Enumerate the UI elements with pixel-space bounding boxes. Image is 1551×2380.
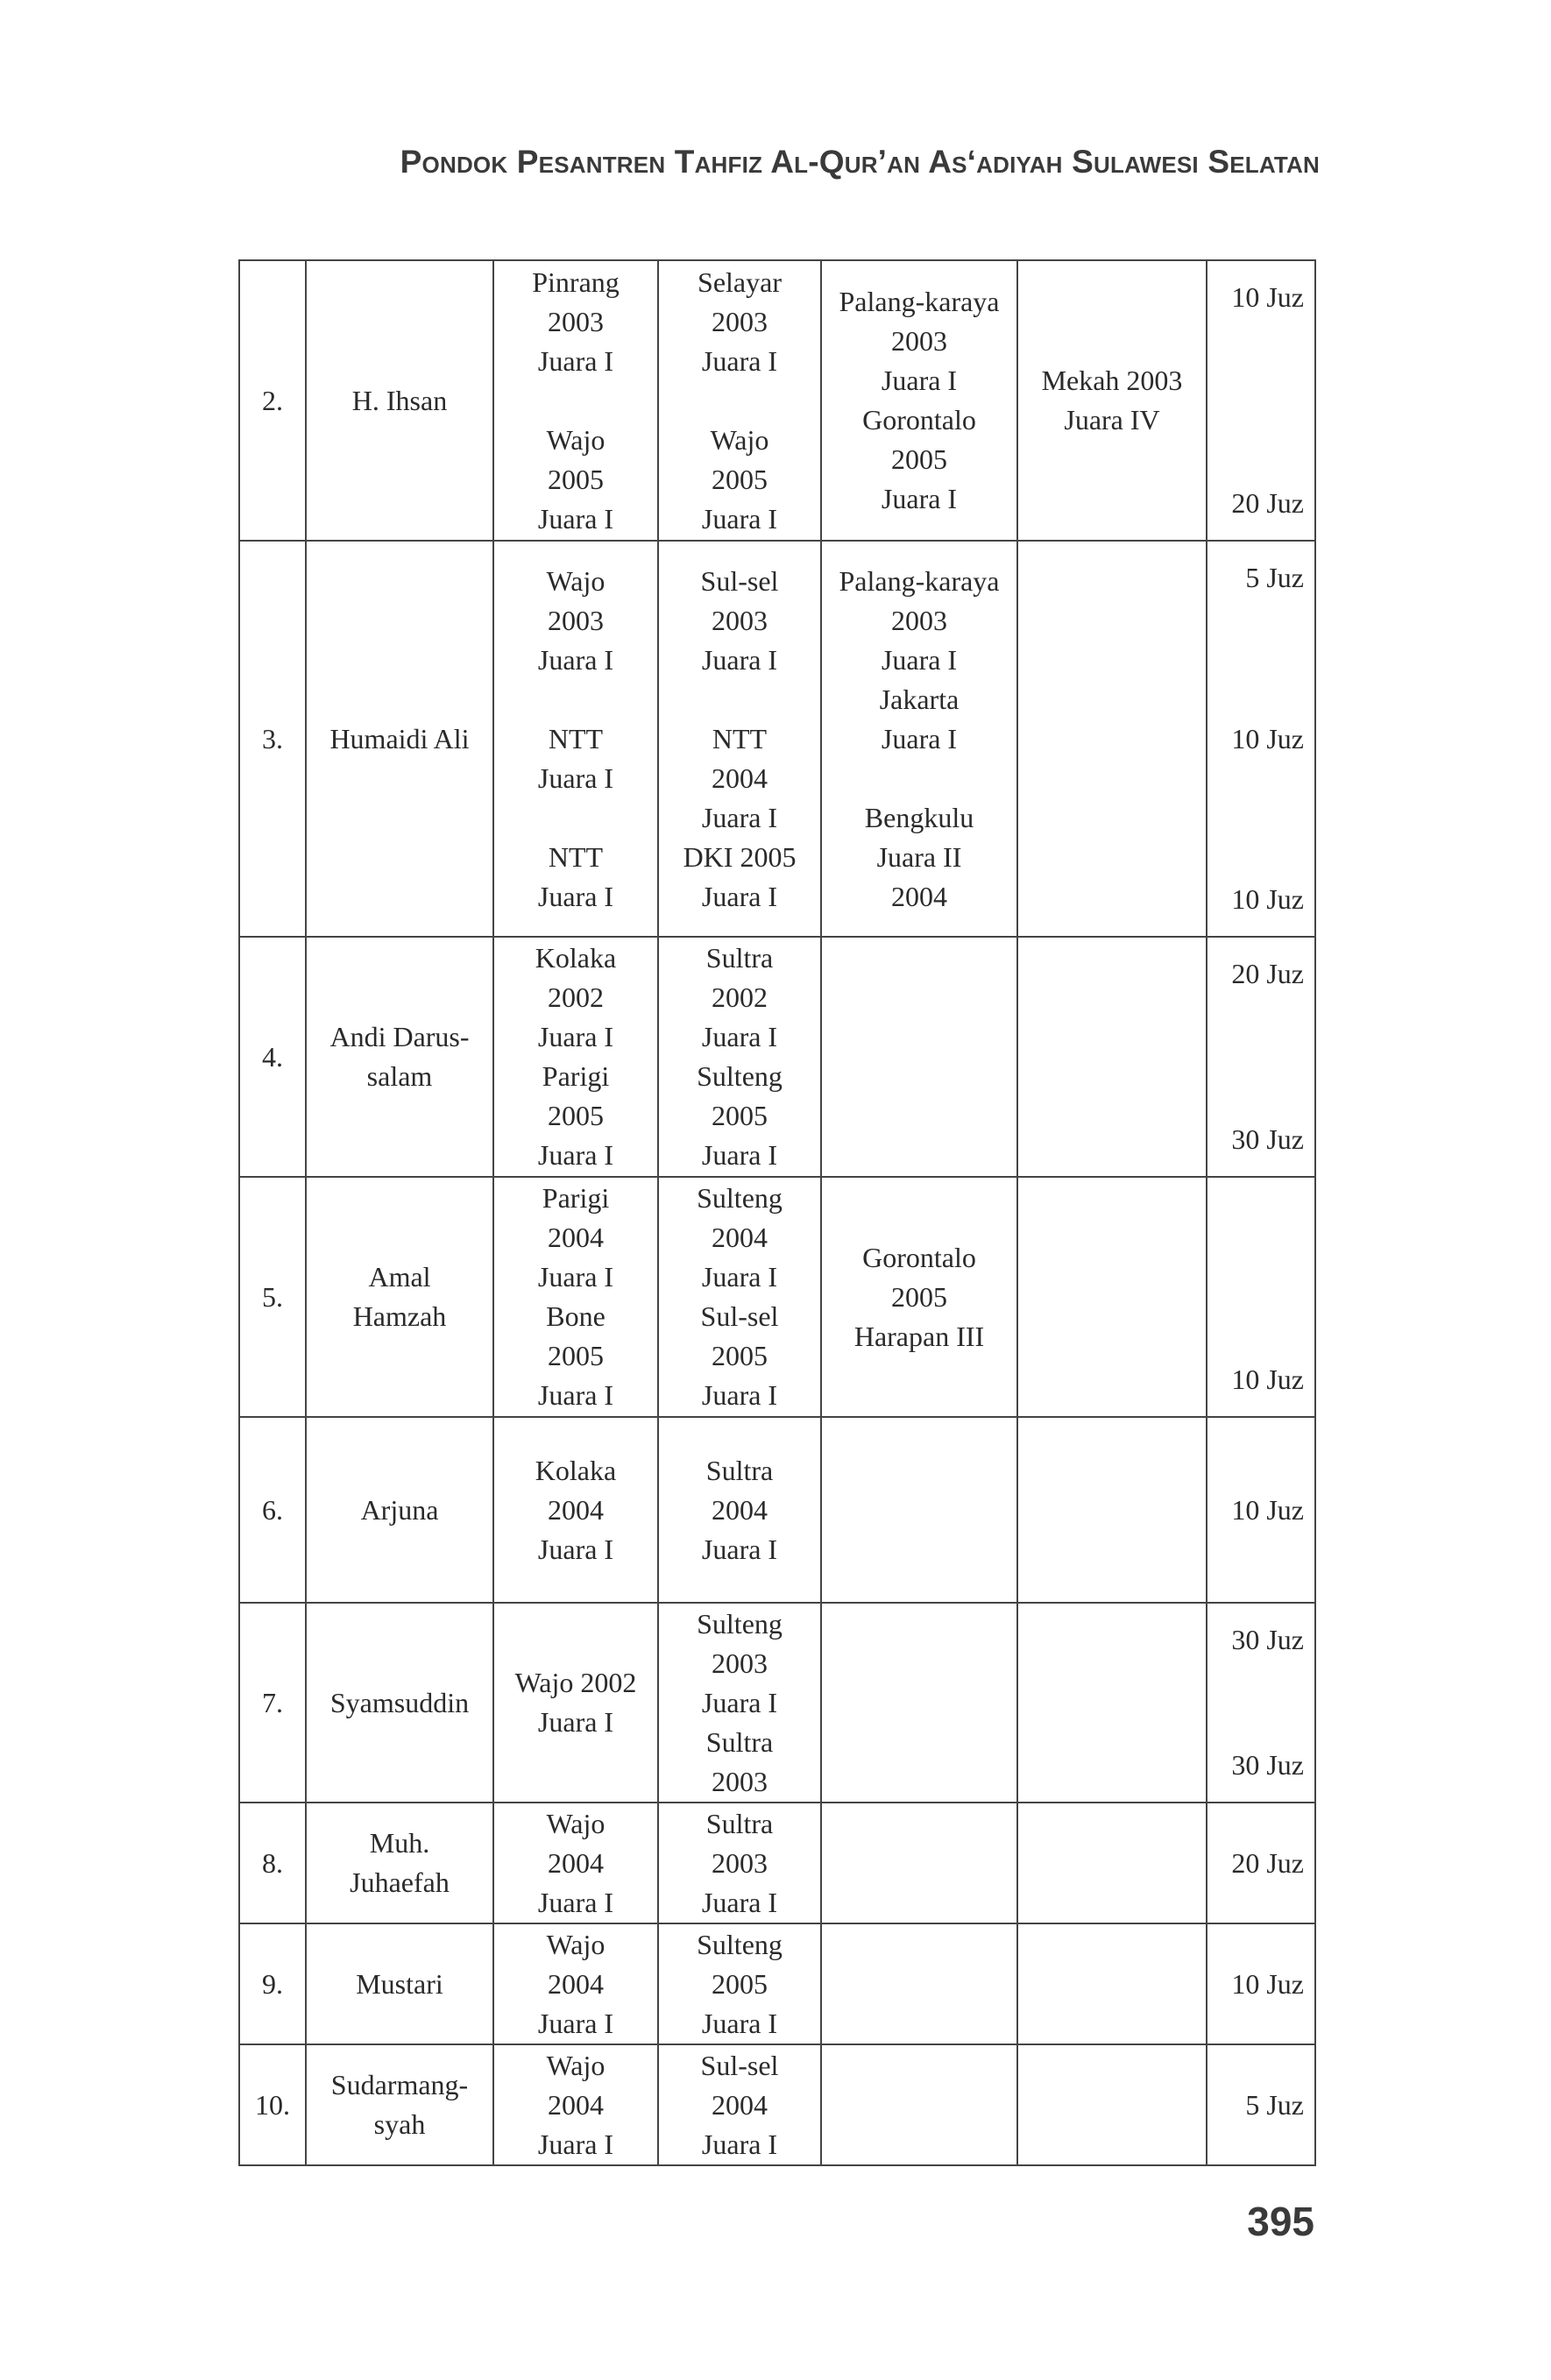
cell-text: Juara I <box>881 365 958 396</box>
cell-text: Wajo <box>546 564 606 597</box>
cell-text: Pinrang <box>532 266 620 298</box>
cell-text: Kolaka <box>535 1454 617 1486</box>
cell-text: Sultra <box>705 1807 774 1839</box>
internasional-cell <box>1017 937 1207 1177</box>
nasional-cell <box>821 1417 1017 1603</box>
cell-text: 10 Juz <box>1231 1364 1304 1395</box>
number-cell <box>239 1417 306 1603</box>
nasional-cell <box>821 1923 1017 2044</box>
nasional-cell <box>821 2044 1017 2165</box>
cell-text: 2002 <box>548 981 604 1013</box>
cell-text: 2004 <box>712 761 768 794</box>
cell-text: Juara I <box>701 880 778 912</box>
cell-text: Juhaefah <box>350 1866 450 1898</box>
cell-text: Arjuna <box>360 1493 439 1526</box>
cell-text: 2004 <box>712 2088 768 2121</box>
cell-text: Juara I <box>701 801 778 833</box>
provinsi-cell <box>658 1923 821 2044</box>
cell-text: 20 Juz <box>1231 958 1304 989</box>
juz-cell <box>1207 541 1315 937</box>
cell-text: Juara I <box>537 1021 614 1052</box>
cell-text: Juara I <box>701 1686 778 1718</box>
cell-text: Sultra <box>705 1454 774 1486</box>
cell-text: 10. <box>255 2088 290 2121</box>
cell-text: Juara I <box>537 2007 614 2039</box>
number-cell <box>239 2044 306 2165</box>
number-cell <box>239 1803 306 1923</box>
cell-text: 2004 <box>712 1493 768 1526</box>
cell-text: 2003 <box>548 305 604 337</box>
cell-text: 10 Juz <box>1231 281 1304 313</box>
cell-text: 2005 <box>891 1280 947 1313</box>
page-number: 395 <box>1247 2199 1314 2244</box>
name-cell <box>306 1803 493 1923</box>
cell-text: 30 Juz <box>1231 1624 1304 1655</box>
cell-text: 20 Juz <box>1231 487 1304 519</box>
cell-text: Sul-sel <box>700 564 779 597</box>
cell-text: Gorontalo <box>862 404 976 436</box>
cell-text: 2005 <box>891 443 947 475</box>
table-row <box>239 937 1315 1177</box>
cell-text: 2004 <box>891 880 947 912</box>
provinsi-cell <box>658 260 821 541</box>
cell-text: Juara I <box>537 1533 614 1565</box>
internasional-cell <box>1017 1603 1207 1803</box>
nasional-cell <box>821 937 1017 1177</box>
kabupaten-cell <box>493 541 658 937</box>
cell-text: syah <box>373 2108 426 2140</box>
cell-text: Juara IV <box>1064 404 1160 436</box>
internasional-cell <box>1017 1177 1207 1417</box>
awards-table <box>238 259 1316 2166</box>
cell-text: Parigi <box>542 1060 610 1092</box>
table-row <box>239 1177 1315 1417</box>
cell-text: Juara I <box>701 2007 778 2039</box>
table-row <box>239 2044 1315 2165</box>
cell-text: Wajo 2002 <box>514 1667 637 1698</box>
cell-text: 2004 <box>548 1493 604 1526</box>
cell-text: Juara I <box>701 502 778 535</box>
cell-text: Syamsuddin <box>329 1686 470 1718</box>
cell-text: Juara I <box>537 1261 614 1293</box>
cell-text: 10 Juz <box>1231 1493 1304 1526</box>
provinsi-cell <box>658 541 821 937</box>
cell-text: 2003 <box>712 1846 768 1879</box>
cell-text: 2005 <box>712 1100 768 1131</box>
cell-text: Juara I <box>701 1021 778 1052</box>
cell-text: Juara I <box>701 1261 778 1293</box>
cell-text: Jakarta <box>879 683 960 715</box>
cell-text: 2004 <box>712 1222 768 1253</box>
cell-text: 2004 <box>548 1967 604 2000</box>
cell-text: Juara I <box>537 2128 614 2160</box>
number-cell <box>239 1603 306 1803</box>
cell-text: 2005 <box>548 1340 604 1371</box>
number-cell <box>239 1177 306 1417</box>
name-cell <box>306 1177 493 1417</box>
cell-text: Sulteng <box>697 1928 783 1960</box>
kabupaten-cell <box>493 1177 658 1417</box>
cell-text: Palang-karaya <box>839 286 1000 317</box>
table-row <box>239 541 1315 937</box>
cell-text: Parigi <box>542 1182 610 1214</box>
running-head: Pondok Pesantren Tahfiz Al-Qur’an As‘adiyah Sulawesi Selatan <box>400 144 1320 180</box>
cell-text: Wajo <box>710 423 769 456</box>
cell-text: 2003 <box>891 604 947 636</box>
cell-text: 2005 <box>548 463 604 495</box>
cell-text: Sultra <box>705 1725 774 1758</box>
cell-text: Juara I <box>701 643 778 676</box>
juz-cell <box>1207 260 1315 541</box>
cell-text: Humaidi Ali <box>329 722 470 754</box>
cell-text: 4. <box>262 1040 283 1073</box>
kabupaten-cell <box>493 1417 658 1603</box>
cell-text: Juara I <box>537 1139 614 1171</box>
cell-text: 9. <box>262 1967 283 2000</box>
provinsi-cell <box>658 1177 821 1417</box>
number-cell <box>239 260 306 541</box>
juz-cell <box>1207 2044 1315 2165</box>
cell-text: 10 Juz <box>1231 722 1304 754</box>
cell-text: Juara I <box>701 344 778 377</box>
cell-text: 7. <box>262 1686 283 1718</box>
cell-text: Hamzah <box>352 1300 447 1332</box>
name-cell <box>306 1923 493 2044</box>
cell-text: Wajo <box>546 1928 606 1960</box>
table-row <box>239 260 1315 541</box>
table-row <box>239 1603 1315 1803</box>
cell-text: H. Ihsan <box>351 384 448 416</box>
cell-text: 6. <box>262 1493 283 1526</box>
juz-cell <box>1207 1803 1315 1923</box>
cell-text: Wajo <box>546 1807 606 1839</box>
juz-cell <box>1207 937 1315 1177</box>
nasional-cell <box>821 1603 1017 1803</box>
kabupaten-cell <box>493 1923 658 2044</box>
cell-text: Juara I <box>701 1139 778 1171</box>
cell-text: Juara I <box>881 483 958 514</box>
name-cell <box>306 1417 493 1603</box>
cell-text: Mekah 2003 <box>1041 365 1183 396</box>
table-row <box>239 1803 1315 1923</box>
cell-text: Wajo <box>546 423 606 456</box>
cell-text: Juara II <box>876 840 962 873</box>
internasional-cell <box>1017 1803 1207 1923</box>
kabupaten-cell <box>493 1803 658 1923</box>
cell-text: Mustari <box>356 1967 443 2000</box>
number-cell <box>239 937 306 1177</box>
kabupaten-cell <box>493 260 658 541</box>
provinsi-cell <box>658 1803 821 1923</box>
cell-text: Kolaka <box>535 942 617 974</box>
cell-text: 20 Juz <box>1231 1846 1304 1879</box>
internasional-cell <box>1017 2044 1207 2165</box>
cell-text: NTT <box>548 722 604 754</box>
cell-text: 5 Juz <box>1245 562 1304 593</box>
kabupaten-cell <box>493 2044 658 2165</box>
cell-text: 2004 <box>548 1846 604 1879</box>
cell-text: Sudarmang- <box>330 2069 469 2100</box>
cell-text: Gorontalo <box>862 1241 976 1273</box>
cell-text: Juara I <box>537 643 614 676</box>
juz-cell <box>1207 1417 1315 1603</box>
cell-text: 30 Juz <box>1231 1749 1304 1781</box>
name-cell <box>306 260 493 541</box>
cell-text: NTT <box>712 722 768 754</box>
cell-text: NTT <box>548 840 604 873</box>
cell-text: DKI 2005 <box>683 840 797 873</box>
name-cell <box>306 541 493 937</box>
cell-text: Sultra <box>705 942 774 974</box>
name-cell <box>306 2044 493 2165</box>
table-row <box>239 1417 1315 1603</box>
provinsi-cell <box>658 1417 821 1603</box>
cell-text: Selayar <box>698 266 782 298</box>
juz-cell <box>1207 1603 1315 1803</box>
cell-text: Juara I <box>701 1379 778 1411</box>
cell-text: Sul-sel <box>700 2049 779 2081</box>
cell-text: Juara I <box>881 722 958 754</box>
cell-text: 2004 <box>548 1222 604 1253</box>
number-cell <box>239 541 306 937</box>
cell-text: Juara I <box>537 761 614 794</box>
cell-text: Juara I <box>701 2128 778 2160</box>
juz-cell <box>1207 1177 1315 1417</box>
cell-text: Juara I <box>537 344 614 377</box>
nasional-cell <box>821 541 1017 937</box>
cell-text: 2. <box>262 384 283 416</box>
cell-text: Juara I <box>537 1379 614 1411</box>
internasional-cell <box>1017 1417 1207 1603</box>
cell-text: 2004 <box>548 2088 604 2121</box>
cell-text: 2005 <box>712 1967 768 2000</box>
cell-text: Sulteng <box>697 1607 783 1640</box>
cell-text: Andi Darus- <box>329 1021 470 1052</box>
number-cell <box>239 1923 306 2044</box>
kabupaten-cell <box>493 937 658 1177</box>
cell-text: 10 Juz <box>1231 1967 1304 2000</box>
nasional-cell <box>821 1803 1017 1923</box>
internasional-cell <box>1017 260 1207 541</box>
cell-text: Wajo <box>546 2049 606 2081</box>
cell-text: Bengkulu <box>864 801 974 833</box>
name-cell <box>306 937 493 1177</box>
juz-cell <box>1207 1923 1315 2044</box>
provinsi-cell <box>658 1603 821 1803</box>
cell-text: 2003 <box>712 604 768 636</box>
cell-text: 2002 <box>712 981 768 1013</box>
cell-text: Juara I <box>701 1533 778 1565</box>
kabupaten-cell <box>493 1603 658 1803</box>
cell-text: 2003 <box>712 1647 768 1679</box>
cell-text: Juara I <box>881 643 958 676</box>
name-cell <box>306 1603 493 1803</box>
cell-text: 8. <box>262 1846 283 1879</box>
cell-text: salam <box>366 1060 433 1092</box>
cell-text: Juara I <box>701 1886 778 1918</box>
provinsi-cell <box>658 937 821 1177</box>
cell-text: 2005 <box>548 1100 604 1131</box>
cell-text: Palang-karaya <box>839 564 1000 597</box>
cell-text: Sul-sel <box>700 1300 779 1332</box>
nasional-cell <box>821 1177 1017 1417</box>
cell-text: 2003 <box>712 1765 768 1797</box>
cell-text: Juara I <box>537 502 614 535</box>
cell-text: 2003 <box>548 604 604 636</box>
cell-text: Bone <box>546 1300 606 1332</box>
cell-text: Juara I <box>537 880 614 912</box>
cell-text: Amal <box>368 1261 431 1293</box>
nasional-cell <box>821 260 1017 541</box>
cell-text: 5. <box>262 1280 283 1313</box>
cell-text: 2005 <box>712 463 768 495</box>
cell-text: 2003 <box>712 305 768 337</box>
table-row <box>239 1923 1315 2044</box>
cell-text: Sulteng <box>697 1060 783 1092</box>
cell-text: 10 Juz <box>1231 883 1304 915</box>
cell-text: 2003 <box>891 325 947 357</box>
cell-text: 2005 <box>712 1340 768 1371</box>
cell-text: Muh. <box>369 1827 430 1859</box>
cell-text: 3. <box>262 722 283 754</box>
cell-text: 30 Juz <box>1231 1123 1304 1155</box>
internasional-cell <box>1017 541 1207 937</box>
internasional-cell <box>1017 1923 1207 2044</box>
cell-text: Juara I <box>537 1706 614 1738</box>
cell-text: Sulteng <box>697 1182 783 1214</box>
cell-text: 5 Juz <box>1245 2088 1304 2121</box>
provinsi-cell <box>658 2044 821 2165</box>
cell-text: Juara I <box>537 1886 614 1918</box>
cell-text: Harapan III <box>853 1320 985 1352</box>
